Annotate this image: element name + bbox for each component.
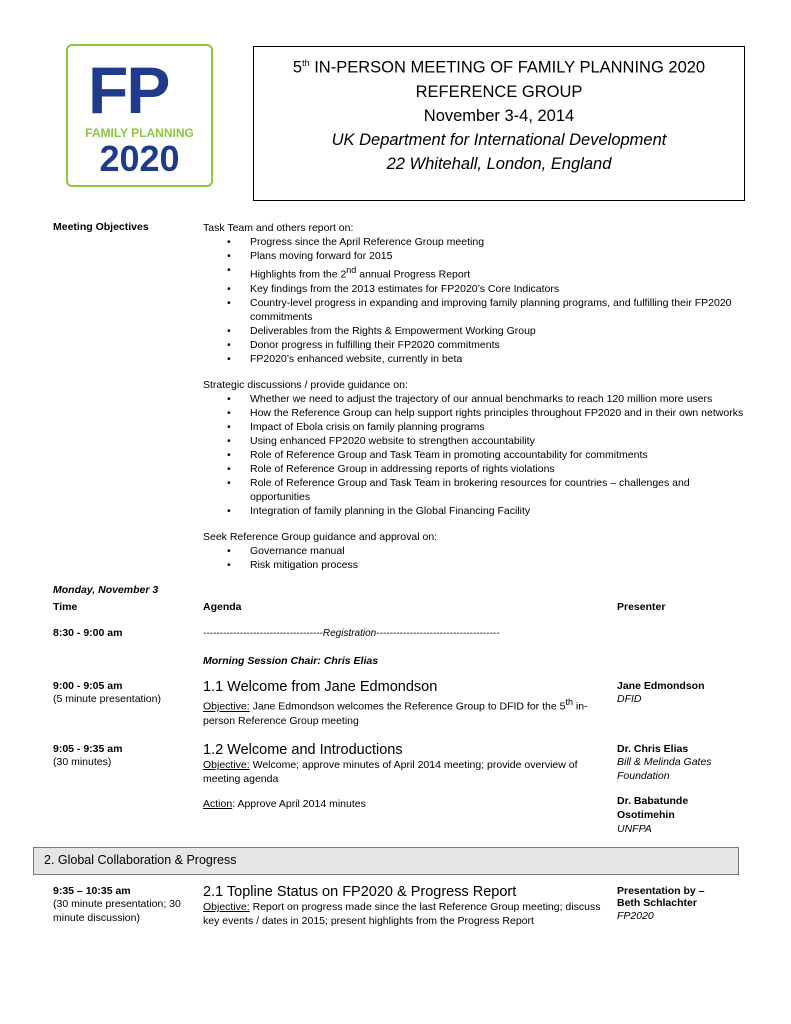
agenda-item-1-1	[203, 679, 603, 728]
presenter-prefix: Presentation by –	[617, 885, 705, 897]
list-item: • Role of Reference Group and Task Team in brokering resources for countries – challenges and opportunities	[203, 476, 748, 504]
objectives-group1-intro: Task Team and others report on:	[203, 222, 354, 234]
title-line-2: REFERENCE GROUP	[415, 82, 583, 101]
agenda-item-1-2-time	[53, 743, 122, 769]
list-item: • Country-level progress in expanding and improving family planning programs, and fulfilling their FP2020 commitments	[203, 296, 748, 324]
agenda-item-2-1	[203, 884, 603, 928]
logo-tagline: FAMILY PLANNING	[85, 126, 194, 140]
title-address: 22 Whitehall, London, England	[386, 154, 612, 173]
item-action: Action: Approve April 2014 minutes	[203, 798, 366, 810]
item-objective: Objective: Welcome; approve minutes of April 2014 meeting; provide overview of meeting agenda	[203, 759, 578, 785]
list-item: • Highlights from the 2nd annual Progress Report	[203, 263, 748, 282]
list-item: • Risk mitigation process	[203, 558, 748, 572]
title-date: November 3-4, 2014	[423, 106, 575, 125]
list-item: • Progress since the April Reference Group meeting	[203, 235, 748, 249]
presenter-org: DFID	[617, 693, 642, 705]
logo-letters: FP	[88, 53, 169, 127]
logo-year: 2020	[99, 138, 180, 179]
objectives-group2-list	[203, 392, 748, 518]
registration-time: 8:30 - 9:00 am	[53, 627, 123, 639]
agenda-item-1-2-presenters	[617, 743, 737, 836]
objectives-group1-list	[203, 235, 748, 366]
presenter-name: Jane Edmondson	[617, 680, 705, 692]
registration-text: ------------------------------------Registration-------------------------------------	[203, 628, 500, 639]
presenter-name: Dr. Babatunde Osotimehin	[617, 795, 689, 821]
item-time: 9:05 - 9:35 am	[53, 743, 123, 755]
agenda-item-2-1-time	[53, 885, 193, 925]
agenda-item-2-1-presenter	[617, 885, 737, 923]
list-item: • Role of Reference Group and Task Team in promoting accountability for commitments	[203, 448, 748, 462]
meeting-title-box	[253, 46, 745, 201]
list-item: • Governance manual	[203, 544, 748, 558]
item-time: 9:00 - 9:05 am	[53, 680, 123, 692]
list-item: • Role of Reference Group in addressing reports of rights violations	[203, 462, 748, 476]
objectives-label: Meeting Objectives	[53, 221, 149, 233]
item-duration: (5 minute presentation)	[53, 693, 161, 705]
list-item: • How the Reference Group can help support rights principles throughout FP2020 and in their own networks	[203, 406, 748, 420]
presenter-org: FP2020	[617, 910, 654, 922]
section-title: 2. Global Collaboration & Progress	[44, 853, 237, 867]
list-item: • Key findings from the 2013 estimates for FP2020’s Core Indicators	[203, 282, 748, 296]
list-item: • Using enhanced FP2020 website to strengthen accountability	[203, 434, 748, 448]
item-title: 1.2 Welcome and Introductions	[203, 742, 403, 758]
objectives-group3-intro: Seek Reference Group guidance and approval on:	[203, 530, 438, 543]
agenda-item-1-2	[203, 742, 603, 811]
session-chair: Morning Session Chair: Chris Elias	[203, 655, 379, 667]
list-item: • Plans moving forward for 2015	[203, 249, 748, 263]
list-item: • Deliverables from the Rights & Empowerment Working Group	[203, 324, 748, 338]
presenter-name: Beth Schlachter	[617, 897, 697, 909]
presenter-org: UNFPA	[617, 823, 652, 835]
presenter-name: Dr. Chris Elias	[617, 743, 689, 755]
list-item: • Whether we need to adjust the trajectory of our annual benchmarks to reach 120 million more users	[203, 392, 748, 406]
list-item: • Integration of family planning in the Global Financing Facility	[203, 504, 748, 518]
col-presenter-header: Presenter	[617, 601, 666, 613]
list-item: • Impact of Ebola crisis on family planning programs	[203, 420, 748, 434]
fp2020-logo	[66, 44, 213, 187]
objectives-group2-intro: Strategic discussions / provide guidance on:	[203, 378, 408, 391]
list-item: • Donor progress in fulfilling their FP2020 commitments	[203, 338, 748, 352]
item-title: 1.1 Welcome from Jane Edmondson	[203, 679, 438, 695]
col-agenda-header: Agenda	[203, 601, 242, 613]
item-duration: (30 minute presentation; 30 minute discussion)	[53, 898, 181, 924]
agenda-item-1-1-presenter	[617, 680, 705, 706]
objectives-group3-list	[203, 544, 748, 572]
section-2-header	[33, 847, 739, 875]
day-heading: Monday, November 3	[53, 584, 159, 596]
item-objective: Objective: Jane Edmondson welcomes the Reference Group to DFID for the 5th in-person Reference Group meeting	[203, 697, 588, 727]
item-duration: (30 minutes)	[53, 756, 112, 768]
list-item: • FP2020’s enhanced website, currently in beta	[203, 352, 748, 366]
item-time: 9:35 – 10:35 am	[53, 885, 131, 897]
agenda-item-1-1-time	[53, 680, 161, 706]
objectives-section	[203, 221, 748, 572]
presenter-org: Bill & Melinda Gates Foundation	[617, 756, 712, 782]
col-time-header: Time	[53, 601, 78, 613]
item-objective: Objective: Report on progress made since the last Reference Group meeting; discuss key events / dates in 2015; present highlights from the Progress Report	[203, 901, 601, 927]
title-line-1: 5th IN-PERSON MEETING OF FAMILY PLANNING 2020	[292, 58, 706, 77]
title-venue: UK Department for International Development	[331, 130, 667, 149]
item-title: 2.1 Topline Status on FP2020 & Progress Report	[203, 884, 517, 900]
